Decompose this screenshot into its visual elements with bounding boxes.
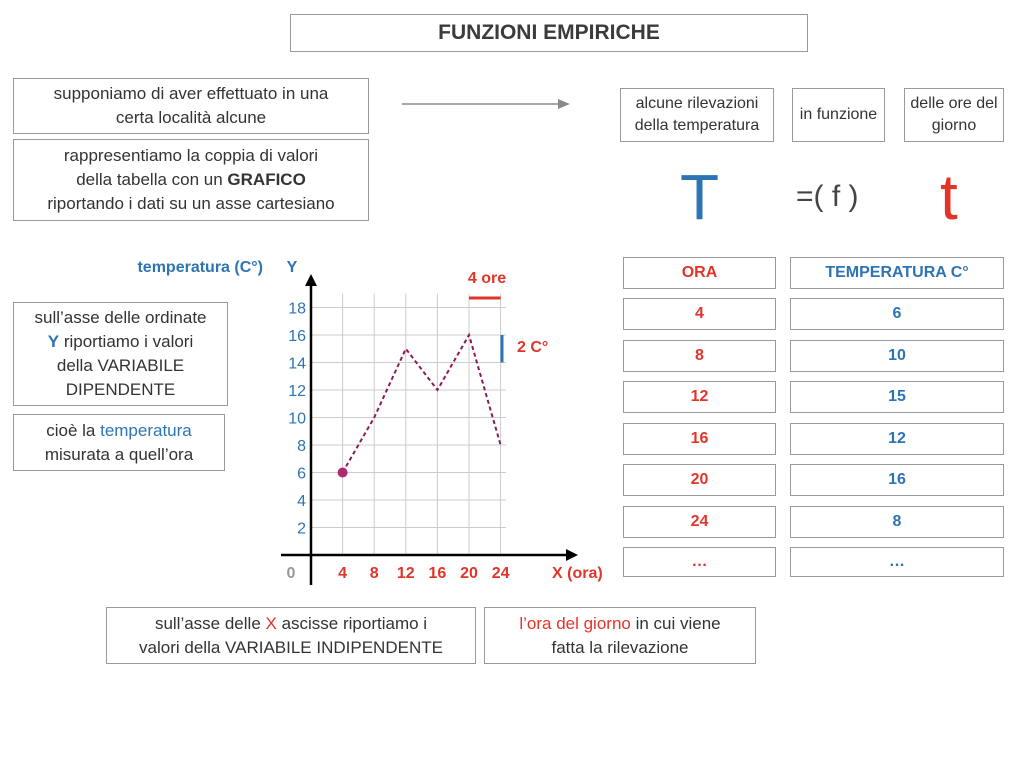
origin-label: 0 [286,565,296,582]
abscissa-note-line-2: valori della VARIABILE INDIPENDENTE [139,637,443,657]
abscissa-note-pre: sull’asse delle [154,613,266,633]
hour-note-box [484,607,756,664]
hour-note-line-1 [519,612,720,636]
table-cell-temperature: … [790,547,1004,577]
table-cell-hour: 24 [623,506,776,538]
table-cell-hour: … [623,547,776,577]
ordinate-note-line-2-text: riportiamo i valori [59,332,194,351]
x-tick-label: 16 [428,565,447,582]
definition-text-measurements: alcune rilevazioni della temperatura [634,95,760,134]
table-cell-hour: 4 [623,298,776,330]
table-cell-temperature: 15 [790,381,1004,413]
table-cell-temperature: 10 [790,340,1004,372]
annotation-y-step: 2 C° [517,339,549,356]
y-tick-label: 16 [288,328,306,345]
x-axis-arrow-icon [566,549,578,561]
table-cell-temperature: 12 [790,423,1004,455]
table-header-temperature: TEMPERATURA C° [790,257,1004,289]
hour-note-post: in cui viene [630,613,721,633]
hour-note-line-2: fatta la rilevazione [551,637,689,657]
y-tick-label: 18 [288,300,306,318]
x-tick-label: 12 [396,565,415,582]
temperature-note-highlight: temperatura [100,420,192,440]
abscissa-axis-letter: X [265,613,277,633]
y-tick-label: 8 [297,438,306,455]
hour-note-highlight: l’ora del giorno [519,613,631,633]
table-cell-temperature: 16 [790,464,1004,496]
table-cell-hour: 8 [623,340,776,372]
x-tick-label: 8 [369,565,379,582]
annotation-x-step: 4 ore [467,270,507,287]
y-tick-label: 10 [288,410,306,428]
x-axis-label: X (ora) [552,565,603,582]
table-header-hour: ORA [623,257,776,289]
table-cell-hour: 20 [623,464,776,496]
graph-note-line-1: rappresentiamo la coppia di valori [63,146,319,165]
ordinate-axis-letter: Y [47,332,60,351]
table-cell-temperature: 6 [790,298,1004,330]
table-cell-hour: 16 [623,423,776,455]
temperature-note-pre: cioè la [46,420,101,440]
intro-line-2: certa località alcune [115,108,267,127]
y-tick-label: 2 [297,520,306,538]
table-cell-hour: 12 [623,381,776,413]
y-axis-letter: Y [286,259,298,276]
graph-note-keyword: GRAFICO [227,170,306,189]
temperature-note-line-2: misurata a quell’ora [44,444,194,464]
abscissa-note-post: ascisse riportiamo i [276,613,428,633]
ordinate-note-line-4: DIPENDENTE [65,380,176,399]
y-tick-label: 6 [297,465,306,483]
intro-line-1: supponiamo di aver effettuato in una [53,84,329,103]
graph-note-line-2-text: della tabella con un [76,170,228,189]
ordinate-note-line-3: della VARIABILE [56,356,185,375]
page-title: FUNZIONI EMPIRICHE [290,14,808,52]
abscissa-note-box [106,607,476,664]
y-tick-label: 4 [297,493,306,510]
definition-text-hours: delle ore del giorno [910,95,998,134]
series-line [343,335,501,473]
y-tick-label: 14 [288,355,306,373]
y-axis-label: temperatura (C°) [137,259,263,276]
x-tick-label: 4 [338,565,348,582]
graph-note-line-3: riportando i dati su un asse cartesiano [47,194,335,213]
formula-independent-variable: t [940,161,958,233]
x-tick-label: 20 [460,565,478,582]
formula-dependent-variable: T [680,161,720,233]
table-cell-temperature: 8 [790,506,1004,538]
ordinate-note-line-1: sull’asse delle ordinate [34,308,207,327]
definition-text-function: in funzione [799,106,878,123]
y-axis-arrow-icon [305,274,317,286]
x-tick-label: 24 [491,565,510,582]
y-tick-label: 12 [288,383,306,400]
formula-relation: =( f ) [796,180,859,213]
abscissa-note-line-1 [155,612,427,636]
data-point [338,468,348,478]
